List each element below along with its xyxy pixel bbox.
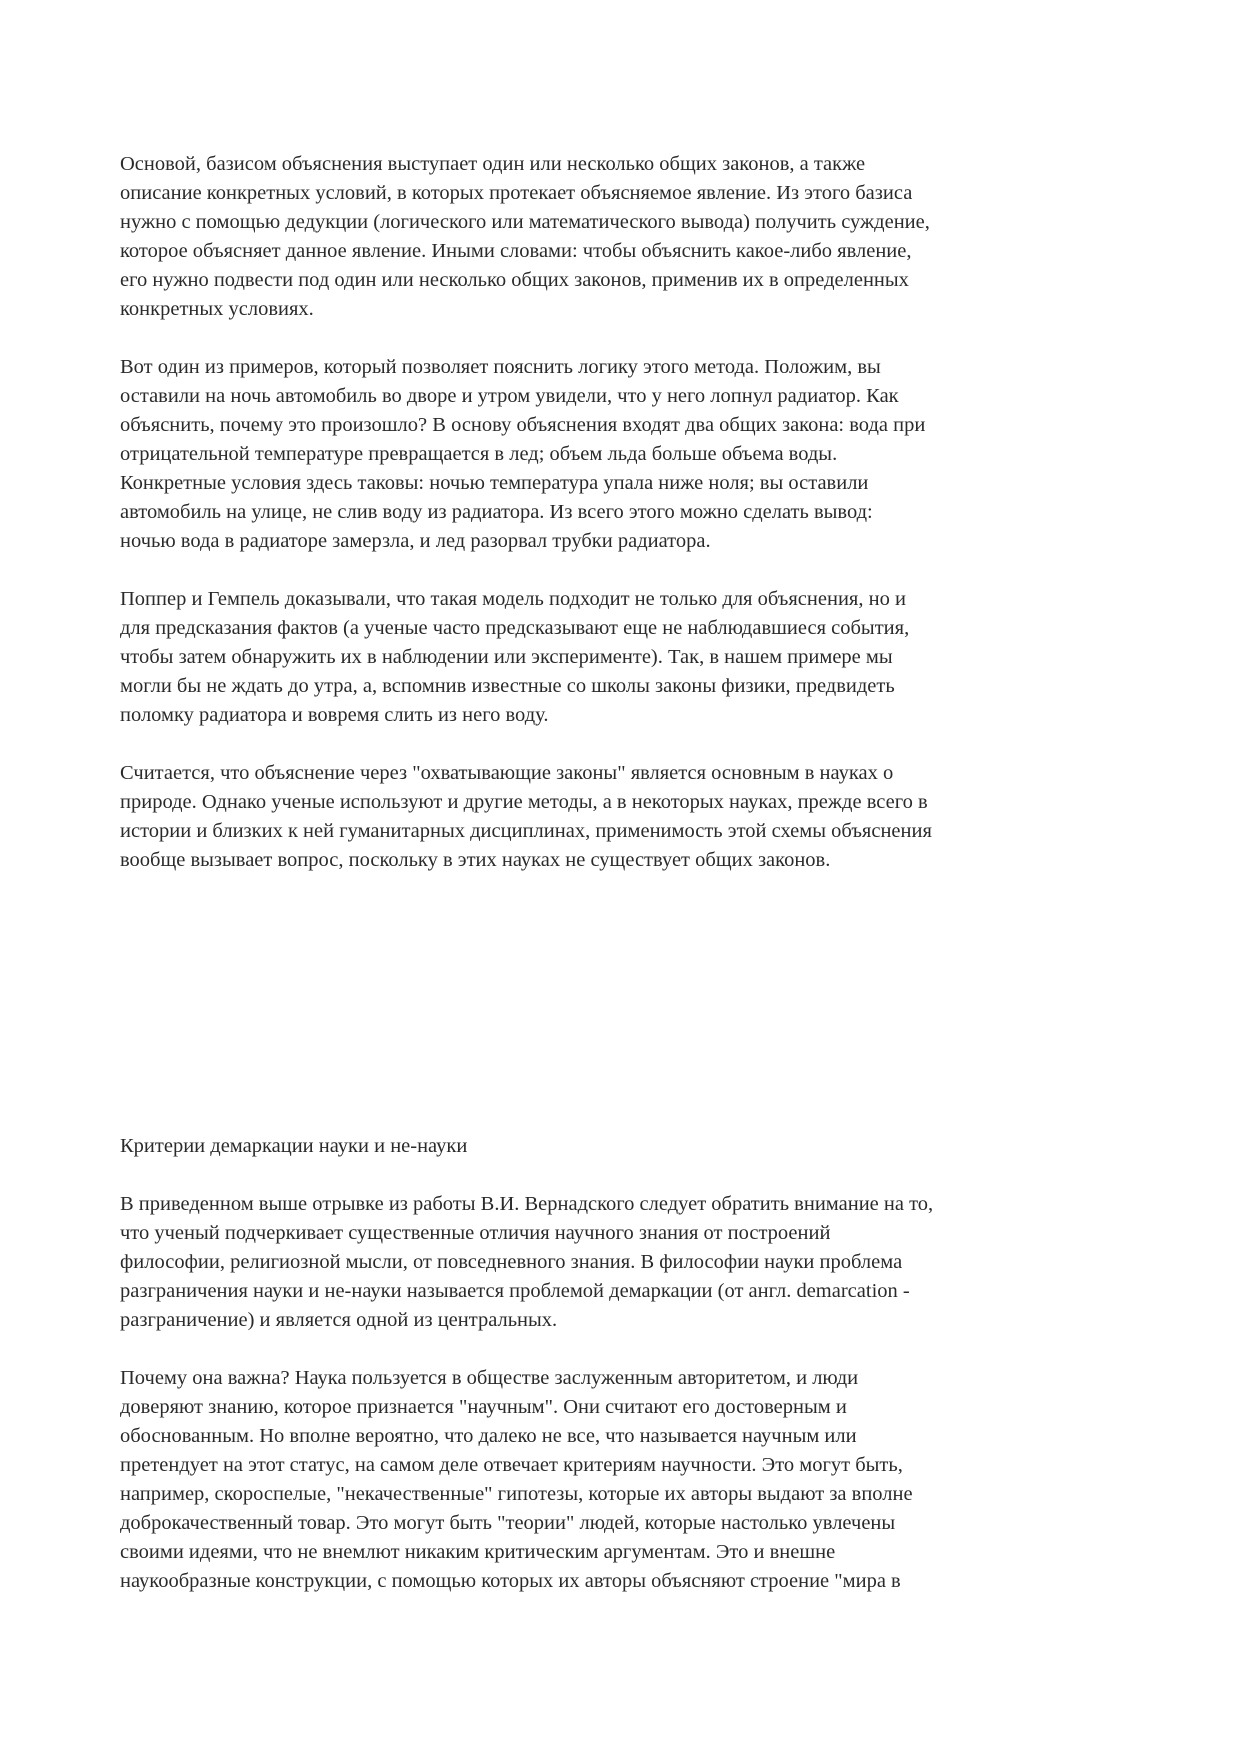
- text-line: что ученый подчеркивает существенные отличия научного знания от построений: [120, 1222, 831, 1244]
- text-line: Основой, базисом объяснения выступает один или несколько общих законов, а также: [120, 153, 866, 175]
- text-line: автомобиль на улице, не слив воду из радиатора. Из всего этого можно сделать вывод:: [120, 501, 873, 523]
- text-line: поломку радиатора и вовремя слить из него воду.: [120, 704, 549, 726]
- text-line: которое объясняет данное явление. Иными словами: чтобы объяснить какое-либо явление,: [120, 240, 912, 262]
- text-line: например, скороспелые, "некачественные" гипотезы, которые их авторы выдают за вполне: [120, 1483, 913, 1505]
- text-line: оставили на ночь автомобиль во дворе и утром увидели, что у него лопнул радиатор. Как: [120, 385, 899, 407]
- text-line: чтобы затем обнаружить их в наблюдении или эксперименте). Так, в нашем примере мы: [120, 646, 893, 668]
- text-line: ночью вода в радиаторе замерзла, и лед разорвал трубки радиатора.: [120, 530, 711, 552]
- text-line: вообще вызывает вопрос, поскольку в этих науках не существует общих законов.: [120, 849, 831, 871]
- text-line: отрицательной температуре превращается в лед; объем льда больше объема воды.: [120, 443, 838, 465]
- paragraph: [120, 1364, 1120, 1596]
- text-line: Считается, что объяснение через "охватывающие законы" является основным в науках о: [120, 762, 894, 784]
- text-line: философии, религиозной мысли, от повседневного знания. В философии науки проблема: [120, 1251, 903, 1273]
- text-line: претендует на этот статус, на самом деле отвечает критериям научности. Это могут быть,: [120, 1454, 903, 1476]
- text-line: могли бы не ждать до утра, а, вспомнив известные со школы законы физики, предвидеть: [120, 675, 895, 697]
- text-line: своими идеями, что не внемлют никаким критическим аргументам. Это и внешне: [120, 1541, 836, 1563]
- text-line: обоснованным. Но вполне вероятно, что далеко не все, что называется научным или: [120, 1425, 857, 1447]
- paragraph: [120, 585, 1120, 730]
- section-explanation: [120, 150, 1120, 875]
- text-line: Поппер и Гемпель доказывали, что такая модель подходит не только для объяснения, но и: [120, 588, 906, 610]
- text-line: разграничения науки и не-науки называется проблемой демаркации (от англ. demarcation -: [120, 1280, 910, 1302]
- text-line: В приведенном выше отрывке из работы В.И. Вернадского следует обратить внимание на то,: [120, 1193, 934, 1215]
- paragraph: [120, 150, 1120, 324]
- text-line: описание конкретных условий, в которых протекает объясняемое явление. Из этого базиса: [120, 182, 913, 204]
- section-demarcation: [120, 1132, 1120, 1596]
- text-line: конкретных условиях.: [120, 298, 314, 320]
- text-line: нужно с помощью дедукции (логического или математического вывода) получить суждение,: [120, 211, 930, 233]
- paragraph: [120, 1190, 1120, 1335]
- text-line: для предсказания фактов (а ученые часто предсказывают еще не наблюдавшиеся события,: [120, 617, 910, 639]
- document-page: [120, 150, 1120, 1625]
- text-line: объяснить, почему это произошло? В основу объяснения входят два общих закона: вода при: [120, 414, 926, 436]
- text-line: Вот один из примеров, который позволяет пояснить логику этого метода. Положим, вы: [120, 356, 881, 378]
- paragraph: [120, 759, 1120, 875]
- text-line: доверяют знанию, которое признается "научным". Они считают его достоверным и: [120, 1396, 847, 1418]
- text-line: разграничение) и является одной из центральных.: [120, 1309, 558, 1331]
- text-line: Почему она важна? Наука пользуется в обществе заслуженным авторитетом, и люди: [120, 1367, 859, 1389]
- section-heading: Критерии демаркации науки и не-науки: [120, 1135, 468, 1157]
- paragraph: [120, 353, 1120, 556]
- text-line: его нужно подвести под один или несколько общих законов, применив их в определенных: [120, 269, 909, 291]
- text-line: истории и близких к ней гуманитарных дисциплинах, применимость этой схемы объяснения: [120, 820, 932, 842]
- page-gap: [120, 904, 1120, 1132]
- text-line: Конкретные условия здесь таковы: ночью температура упала ниже ноля; вы оставили: [120, 472, 869, 494]
- text-line: доброкачественный товар. Это могут быть "теории" людей, которые настолько увлечены: [120, 1512, 896, 1534]
- text-line: наукообразные конструкции, с помощью которых их авторы объясняют строение "мира в: [120, 1570, 901, 1592]
- text-line: природе. Однако ученые используют и другие методы, а в некоторых науках, прежде всего в: [120, 791, 928, 813]
